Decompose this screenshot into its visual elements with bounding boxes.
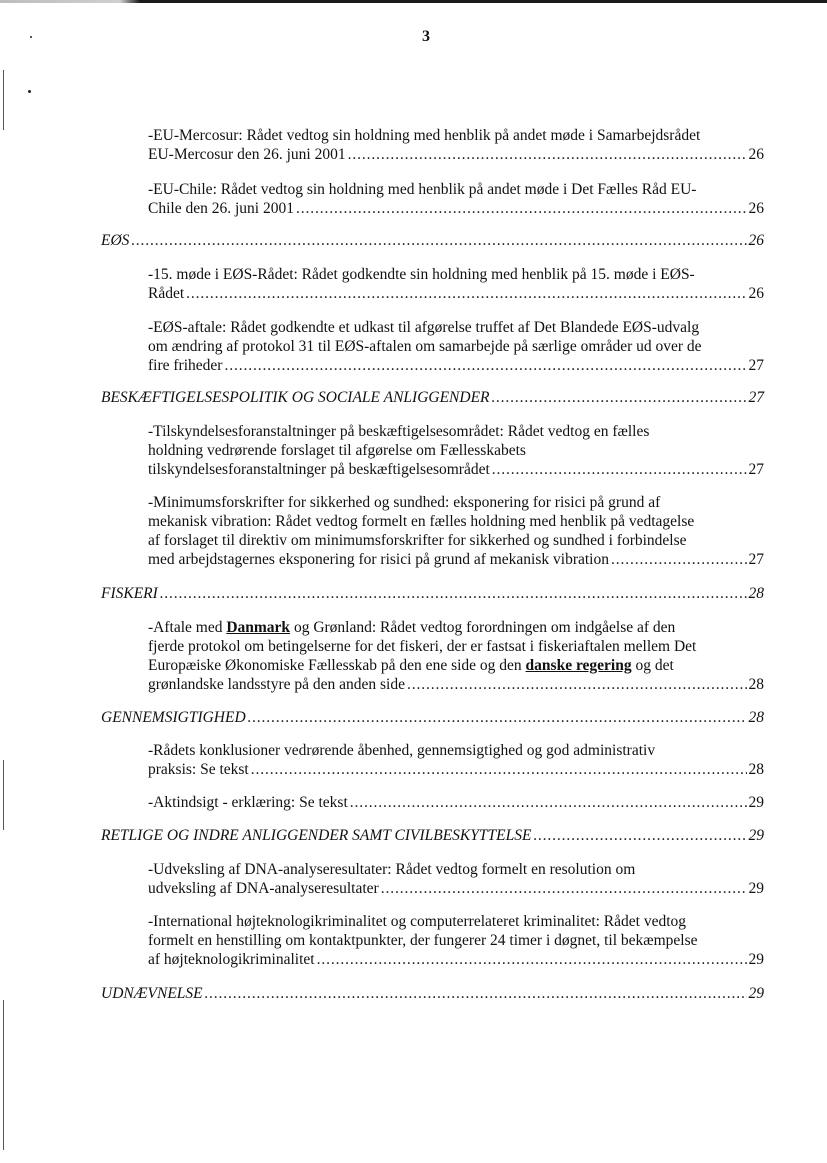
- section-title: EØS: [101, 232, 130, 249]
- entry-text-line: om ændring af protokol 31 til EØS-aftalen om samarbejde på særlige områder ud over de: [148, 338, 702, 355]
- toc-section-udnaevnelse[interactable]: [101, 984, 764, 1003]
- entry-text-line: -International højteknologikriminalitet og computerrelateret kriminalitet: Rådet vedtog: [148, 913, 687, 930]
- highlighted-term[interactable]: danske regering: [525, 657, 632, 674]
- toc-entry-tilskyndelse[interactable]: [148, 422, 764, 479]
- leader-dots: [381, 879, 747, 898]
- entry-text-line: -Aktindsigt - erklæring: Se tekst: [148, 794, 348, 811]
- entry-text-line: holdning vedrørende forslaget til afgørelse om Fællesskabets: [148, 442, 526, 459]
- text-span: og Grønland: Rådet vedtog forordningen om indgåelse af den: [290, 619, 676, 636]
- leader-dots: [186, 284, 746, 303]
- entry-text-line: af forslaget til direktiv om minimumsforskrifter for sikkerhed og sundhed i forbindelse: [148, 532, 687, 549]
- entry-text-line: grønlandske landsstyre på den anden side: [148, 676, 405, 693]
- page-ref: 26: [748, 200, 764, 217]
- section-title: GENNEMSIGTIGHED: [101, 709, 246, 726]
- toc-entry-eu-mercosur[interactable]: [148, 126, 764, 164]
- entry-text-line: tilskyndelsesforanstaltninger på beskæftigelsesområdet: [148, 461, 490, 478]
- leader-dots: [224, 356, 746, 375]
- page-ref: 27: [748, 389, 764, 406]
- leader-dots: [348, 145, 747, 164]
- toc-entry-minimumsforskrifter[interactable]: [148, 493, 764, 569]
- page-ref: 28: [748, 585, 764, 602]
- entry-text-line: Rådet: [148, 285, 185, 302]
- entry-text-line: mekanisk vibration: Rådet vedtog formelt en fælles holdning med henblik på vedtagelse: [148, 513, 695, 530]
- leader-dots: [160, 584, 747, 603]
- toc-entry-eos-raadet[interactable]: [148, 265, 764, 303]
- leader-dots: [251, 760, 747, 779]
- toc-entry-raadets-konklusioner[interactable]: [148, 741, 764, 779]
- toc-entry-aktindsigt[interactable]: [148, 793, 764, 812]
- page-ref: 26: [748, 146, 764, 163]
- entry-text-line: -15. møde i EØS-Rådet: Rådet godkendte sin holdning med henblik på 15. møde i EØS-: [148, 266, 695, 283]
- page-ref: 29: [748, 985, 764, 1002]
- section-title: FISKERI: [101, 585, 158, 602]
- entry-text-line: [148, 656, 764, 675]
- toc-section-fiskeri[interactable]: [101, 584, 764, 603]
- highlighted-term[interactable]: Danmark: [226, 619, 291, 636]
- toc-entry-hoejteknologi[interactable]: [148, 912, 764, 969]
- leader-dots: [492, 460, 747, 479]
- entry-text-line: fire friheder: [148, 357, 223, 374]
- toc-section-beskaeftigelse[interactable]: [101, 388, 764, 407]
- leader-dots: [407, 675, 747, 694]
- page-ref: 27: [748, 551, 764, 568]
- entry-text-line: -Udveksling af DNA-analyseresultater: Rådet vedtog formelt en resolution om: [148, 861, 636, 878]
- page-ref: 26: [748, 285, 764, 302]
- entry-text-line: -Minimumsforskrifter for sikkerhed og sundhed: eksponering for risici på grund af: [148, 494, 661, 511]
- page-ref: 27: [748, 461, 764, 478]
- leader-dots: [350, 793, 747, 812]
- page-ref: 26: [748, 232, 764, 249]
- page-ref: 28: [748, 709, 764, 726]
- entry-text-line: formelt en henstilling om kontaktpunkter, der fungerer 24 timer i døgnet, til bekæmpelse: [148, 932, 698, 949]
- entry-text-line: praksis: Se tekst: [148, 761, 249, 778]
- entry-text-line: Chile den 26. juni 2001: [148, 200, 294, 217]
- section-title: BESKÆFTIGELSESPOLITIK OG SOCIALE ANLIGGENDER: [101, 389, 490, 406]
- page-ref: 29: [748, 794, 764, 811]
- entry-text-line: -Rådets konklusioner vedrørende åbenhed, gennemsigtighed og god administrativ: [148, 742, 656, 759]
- leader-dots: [533, 826, 746, 845]
- leader-dots: [248, 708, 747, 727]
- entry-text-line: -EØS-aftale: Rådet godkendte et udkast til afgørelse truffet af Det Blandede EØS-udvalg: [148, 319, 700, 336]
- leader-dots: [317, 950, 747, 969]
- toc-entry-dna[interactable]: [148, 860, 764, 898]
- leader-dots: [296, 199, 747, 218]
- page-ref: 28: [748, 676, 764, 693]
- text-span: og det: [631, 657, 674, 674]
- toc-section-retlige[interactable]: [101, 826, 764, 845]
- text-span: Europæiske Økonomiske Fællesskab på den ene side og den: [148, 657, 526, 674]
- toc-entry-aftale-danmark[interactable]: [148, 618, 764, 694]
- text-span: -Aftale med: [148, 619, 227, 636]
- page-ref: 29: [748, 827, 764, 844]
- leader-dots: [131, 231, 746, 250]
- toc-section-eos[interactable]: [101, 231, 764, 250]
- entry-text-line: [148, 618, 764, 637]
- toc-section-gennemsigtighed[interactable]: [101, 708, 764, 727]
- leader-dots: [205, 984, 747, 1003]
- page-ref: 29: [748, 880, 764, 897]
- section-title: UDNÆVNELSE: [101, 985, 203, 1002]
- page-ref: 27: [748, 357, 764, 374]
- entry-text-line: EU-Mercosur den 26. juni 2001: [148, 146, 346, 163]
- toc-entry-eos-aftale[interactable]: [148, 318, 764, 375]
- leader-dots: [611, 550, 747, 569]
- entry-text-line: -EU-Mercosur: Rådet vedtog sin holdning med henblik på andet møde i Samarbejdsrådet: [148, 127, 701, 144]
- entry-text-line: af højteknologikriminalitet: [148, 951, 315, 968]
- page-number: 3: [422, 28, 430, 45]
- page-ref: 28: [748, 761, 764, 778]
- page-ref: 29: [748, 951, 764, 968]
- entry-text-line: fjerde protokol om betingelserne for det fiskeri, der er fastsat i fiskeriaftalen mellem Det: [148, 638, 697, 655]
- leader-dots: [492, 388, 747, 407]
- entry-text-line: -Tilskyndelsesforanstaltninger på beskæftigelsesområdet: Rådet vedtog en fælles: [148, 423, 650, 440]
- entry-text-line: udveksling af DNA-analyseresultater: [148, 880, 379, 897]
- entry-text-line: med arbejdstagernes eksponering for risici på grund af mekanisk vibration: [148, 551, 609, 568]
- section-title: RETLIGE OG INDRE ANLIGGENDER SAMT CIVILBESKYTTELSE: [101, 827, 532, 844]
- toc-entry-eu-chile[interactable]: [148, 180, 764, 218]
- entry-text-line: -EU-Chile: Rådet vedtog sin holdning med henblik på andet møde i Det Fælles Råd EU-: [148, 181, 697, 198]
